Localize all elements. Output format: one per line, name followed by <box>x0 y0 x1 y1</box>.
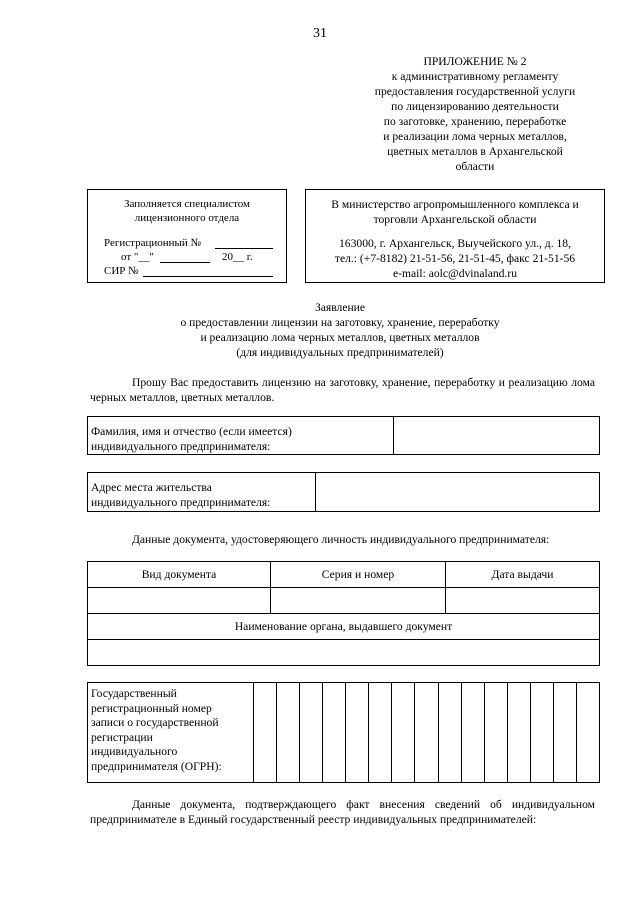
ogrn-digit-cell[interactable] <box>415 683 438 783</box>
ogrn-digit-cell[interactable] <box>300 683 323 783</box>
ogrn-digit-cell[interactable] <box>507 683 530 783</box>
ogrn-digit-cell[interactable] <box>553 683 576 783</box>
issue-date-input[interactable] <box>446 588 600 614</box>
ministry-line: В министерство агропромышленного комплекса и <box>331 198 579 211</box>
specialist-title-line: Заполняется специалистом <box>123 198 251 210</box>
ogrn-digit-cell[interactable] <box>576 683 599 783</box>
statement-title-line: о предоставлении лицензии на заготовку, хранение, переработку <box>180 316 500 329</box>
appendix-line: по заготовке, хранению, переработке <box>383 115 567 128</box>
ministry-phones: тел.: (+7-8182) 21-51-56, 21-51-45, факс 21-51-56 <box>334 252 576 265</box>
specialist-box <box>87 189 287 283</box>
reg-number-label: Регистрационный № <box>104 237 202 249</box>
ogrn-digit-cell[interactable] <box>277 683 300 783</box>
ogrn-digit-cell[interactable] <box>484 683 507 783</box>
col-series-number: Серия и номер <box>271 562 446 588</box>
specialist-title-line: лицензионного отдела <box>134 212 240 224</box>
request-paragraph: Прошу Вас предоставить лицензию на заготовку, хранение, переработку и реализацию лома черных металлов, цветных металлов. <box>90 376 595 404</box>
address-label-line: индивидуального предпринимателя: <box>91 496 271 509</box>
fio-label-line: Фамилия, имя и отчество (если имеется) <box>91 425 292 438</box>
appendix-line: цветных металлов в Архангельской <box>387 145 563 158</box>
id-doc-table <box>87 561 600 666</box>
ogrn-label-line: регистрации <box>91 730 153 744</box>
ogrn-digit-cell[interactable] <box>369 683 392 783</box>
statement-title <box>0 300 640 360</box>
ogrn-label-line: записи о государственной <box>91 716 219 729</box>
statement-title-line: (для индивидуальных предпринимателей) <box>236 346 444 359</box>
fio-table <box>87 416 600 455</box>
reg-number-field[interactable] <box>215 248 273 249</box>
ogrn-digit-cell[interactable] <box>438 683 461 783</box>
ogrn-label-cell <box>88 683 254 783</box>
fio-label-line: индивидуального предпринимателя: <box>91 440 271 453</box>
address-table <box>87 472 600 512</box>
statement-title-line: и реализацию лома черных металлов, цветных металлов <box>200 331 480 344</box>
ministry-address: 163000, г. Архангельск, Выучейского ул., д. 18, <box>339 237 571 250</box>
appendix-line: области <box>455 160 495 173</box>
appendix-line: по лицензированию деятельности <box>391 100 559 113</box>
ogrn-digit-cell[interactable] <box>346 683 369 783</box>
ministry-email: e-mail: aolc@dvinaland.ru <box>393 267 517 280</box>
ministry-box <box>305 189 605 283</box>
date-month-field[interactable] <box>160 262 210 263</box>
appendix-header <box>355 54 595 174</box>
ogrn-digit-cell[interactable] <box>530 683 553 783</box>
series-number-input[interactable] <box>271 588 446 614</box>
issuer-input[interactable] <box>88 640 600 666</box>
page-number: 31 <box>313 26 327 41</box>
ministry-line: торговли Архангельской области <box>373 213 537 226</box>
date-from-label: от "__" <box>121 251 154 263</box>
appendix-line: предоставления государственной услуги <box>374 85 576 98</box>
appendix-line: и реализации лома черных металлов, <box>383 130 567 143</box>
statement-title-line: Заявление <box>314 301 366 314</box>
id-doc-heading: Данные документа, удостоверяющего личность индивидуального предпринимателя: <box>132 533 550 546</box>
ogrn-digit-cell[interactable] <box>323 683 346 783</box>
ogrn-label-line: Государственный <box>91 687 177 700</box>
address-input[interactable] <box>316 473 600 512</box>
address-label-line: Адрес места жительства <box>91 481 212 494</box>
issuer-header: Наименование органа, выдавшего документ <box>88 614 600 640</box>
ogrn-digit-cell[interactable] <box>254 683 277 783</box>
ogrn-digit-cell[interactable] <box>392 683 415 783</box>
ogrn-label-line: предпринимателя (ОГРН): <box>91 759 222 773</box>
sir-label: СИР № <box>104 265 139 277</box>
doc-type-input[interactable] <box>88 588 271 614</box>
fio-input[interactable] <box>394 417 600 455</box>
specialist-box-title <box>88 197 286 225</box>
appendix-line: к административному регламенту <box>391 70 559 83</box>
fio-label-cell <box>88 417 394 455</box>
ogrn-label-line: индивидуального <box>91 745 178 758</box>
ogrn-table <box>87 682 600 783</box>
col-doc-type: Вид документа <box>88 562 271 588</box>
appendix-line: ПРИЛОЖЕНИЕ № 2 <box>423 55 527 68</box>
col-issue-date: Дата выдачи <box>446 562 600 588</box>
sir-field[interactable] <box>143 276 273 277</box>
address-label-cell <box>88 473 316 512</box>
registry-heading: Данные документа, подтверждающего факт внесения сведений об индивидуальном предпринимателе в Единый государственный реестр индивидуальных предпринимателей: <box>90 798 595 826</box>
ogrn-label-line: регистрационный номер <box>91 701 212 715</box>
date-year-label: 20__ г. <box>222 251 253 263</box>
ogrn-digit-cell[interactable] <box>461 683 484 783</box>
